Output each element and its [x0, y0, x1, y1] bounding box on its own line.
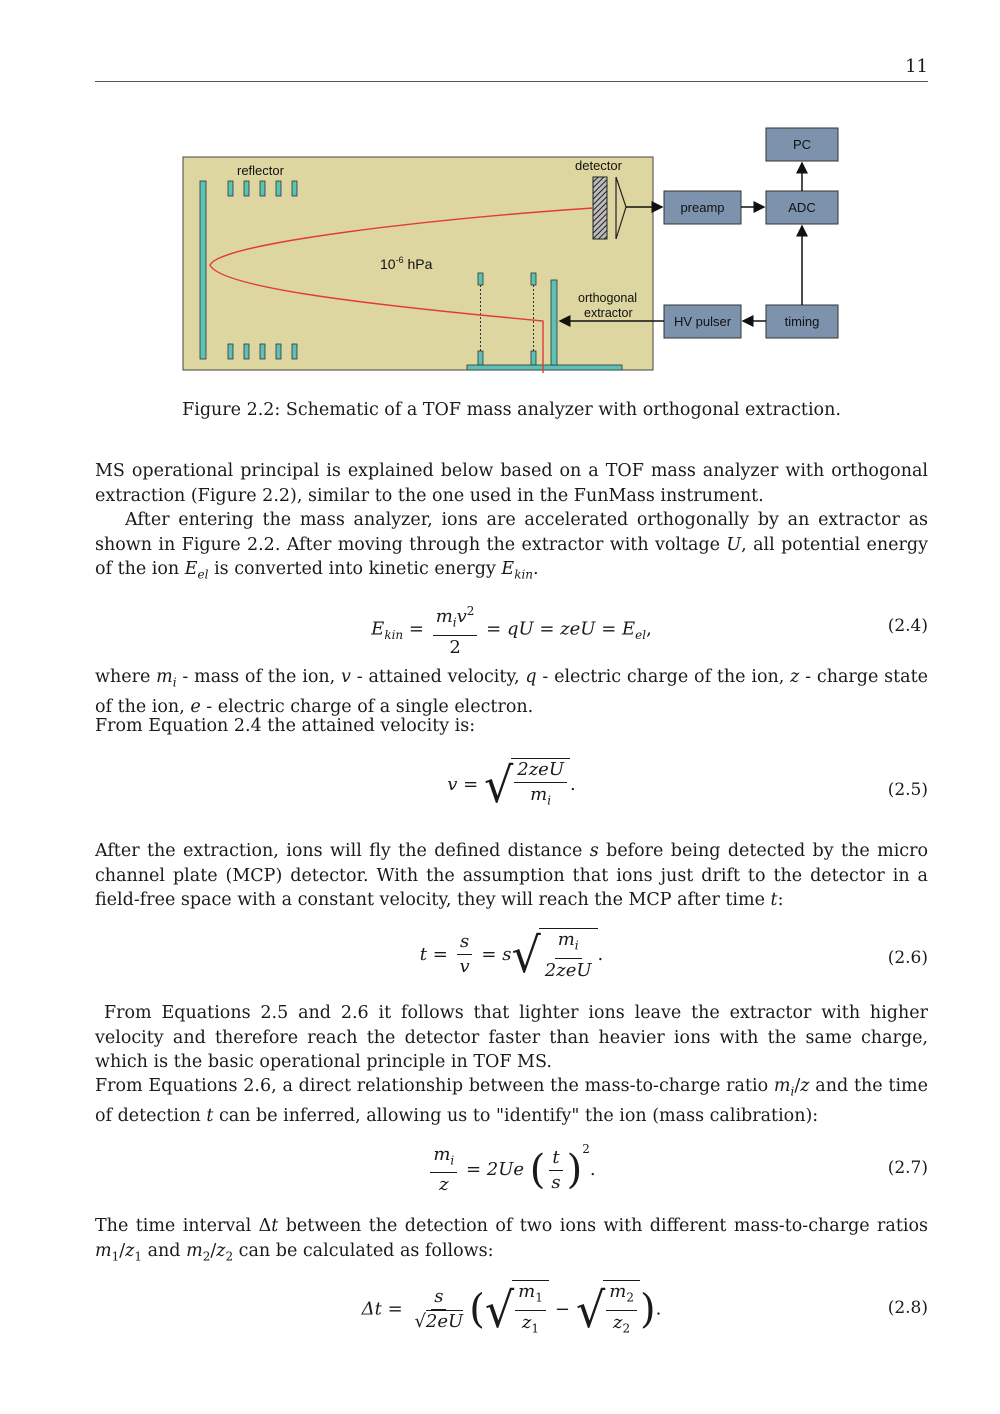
orthogonal-extractor-plate [551, 280, 557, 365]
equation-2-5 [95, 758, 928, 820]
reflector-label: reflector [237, 163, 284, 178]
tof-schematic-figure [180, 125, 845, 380]
preamp-label: preamp [680, 200, 725, 215]
mcp-detector [593, 177, 607, 239]
equation-2-6 [95, 928, 928, 988]
paragraph-intro: MS operational principal is explained below based on a TOF mass analyzer with orthogonal extraction (Figure 2.2), similar to the one used in the FunMass instrument. [95, 461, 928, 506]
reflector-back-plate [200, 181, 206, 359]
equation-2-4-body: $E_{kin}$ = $\frac{m_iv^2}{2}$ = qU = zeU = $E_{el}$, [95, 600, 928, 659]
extractor-base-plate [467, 365, 622, 370]
header-rule [95, 81, 928, 82]
extractor-label: extractor [584, 306, 633, 320]
equation-2-8-number: (2.8) [887, 1298, 928, 1318]
tof-schematic-svg [180, 125, 845, 380]
paragraph-lighter-ions: From Equations 2.5 and 2.6 it follows that lighter ions leave the extractor with higher velocity and therefore reach the detector faster than heavier ions with the same charge, which is the basic operational principle in TOF MS. [95, 1003, 928, 1072]
equation-2-5-body: v = √ $\frac{\text{2zeU}}{m_i}$ . [447, 756, 576, 814]
paragraph-time-interval: The time interval Δt between the detection of two ions with different mass-to-charge ratios $m_1/z_1$ and $m_2/z_2$ can be calculated as follows: [95, 1216, 928, 1263]
pc-label: PC [792, 137, 812, 152]
equation-2-8 [95, 1280, 928, 1342]
hv-pulser-label: HV pulser [673, 314, 732, 329]
equation-2-4-number: (2.4) [887, 616, 928, 636]
adc-label: ADC [788, 200, 816, 215]
orthogonal-label: orthogonal [578, 291, 638, 305]
paragraph-mass-calibration: From Equations 2.6, a direct relationship between the mass-to-charge ratio $m_i/z$ and the time of detection t can be inferred, allowing us to "identify" the ion (mass calibration): [95, 1076, 928, 1126]
equation-2-6-body: t = $\frac{s}{v}$ = s √ $\frac{m_i}{\text{2zeU}}$ . [419, 926, 604, 984]
paragraph-variables: where $m_i$ - mass of the ion, v - attained velocity, q - electric charge of the ion, z - charge state of the ion, e - electric charge of a single electron. [95, 667, 928, 717]
figure-caption: Figure 2.2: Schematic of a TOF mass analyzer with orthogonal extraction. [182, 400, 841, 420]
timing-label: timing [784, 314, 820, 329]
paragraph-drift: After the extraction, ions will fly the defined distance s before being detected by the micro channel plate (MCP) detector. With the assumption that ions just drift to the detector in a field-free space with a constant velocity, they will reach the MCP after time t: [95, 841, 928, 910]
pressure-label: $10^{-6}$ hPa [380, 255, 433, 272]
equation-2-7 [95, 1142, 928, 1198]
equation-2-6-number: (2.6) [887, 948, 928, 968]
detector-label: detector [575, 158, 622, 173]
equation-2-4 [95, 600, 928, 656]
equation-2-5-number: (2.5) [887, 780, 928, 800]
equation-2-8-body: Δt = $\frac{s}{√2eU}$ ( √ $\frac{m_1}{z_1}$ − √ $\frac{m_2}{z_2}$ ). [361, 1281, 662, 1338]
page-number: 11 [905, 56, 928, 77]
paragraph-extraction: After entering the mass analyzer, ions are accelerated orthogonally by an extractor as shown in Figure 2.2. After moving through the extractor with voltage U, all potential energy of the ion $E_{el}$ is converted into kinetic energy $E_{kin}$. [95, 510, 928, 582]
equation-2-7-body: $\frac{m_i}{z}$ = 2Ue ( $\frac{t}{s}$ )$^2$. [95, 1142, 928, 1196]
equation-2-7-number: (2.7) [887, 1158, 928, 1178]
paragraph-from-equation: From Equation 2.4 the attained velocity is: [95, 716, 476, 736]
